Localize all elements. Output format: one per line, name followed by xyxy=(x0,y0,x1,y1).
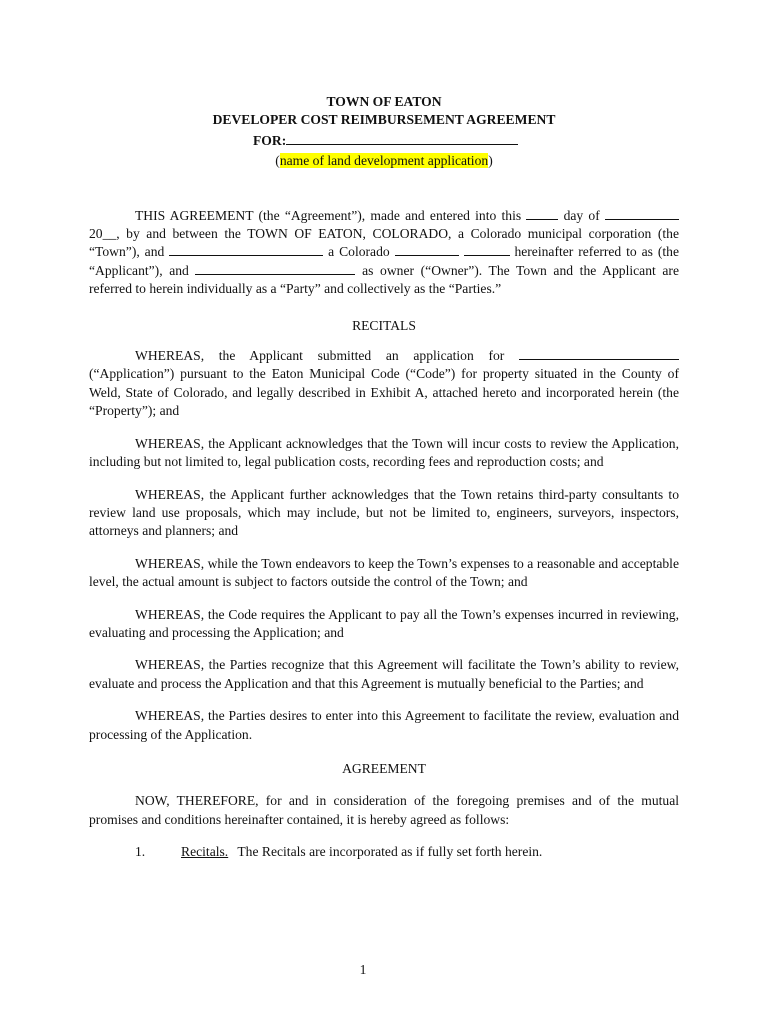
now-therefore-paragraph: NOW, THEREFORE, for and in consideration of the foregoing premises and of the mutual promises and conditions hereinafter contained, it is hereby agreed as follows: xyxy=(89,793,679,827)
application-name-placeholder: name of land development application xyxy=(279,153,489,169)
for-blank[interactable] xyxy=(286,130,518,145)
application-name-line: (name of land development application) xyxy=(275,153,493,169)
for-label: FOR: xyxy=(253,132,287,148)
owner-name-blank[interactable] xyxy=(195,262,355,275)
whereas-1: WHEREAS, the Applicant submitted an application for (“Application”) pursuant to the Eaton Municipal Code (“Code”) for property situated in the County of Weld, State of Colorado, and legally described in Exhibit A, attached hereto and incorporated herein (the “Property”); and xyxy=(89,348,679,419)
month-blank[interactable] xyxy=(605,207,679,220)
whereas-2: WHEREAS, the Applicant acknowledges that the Town will incur costs to review the Application, including but not limited to, legal publication costs, recording fees and reproduction costs; and xyxy=(89,435,679,470)
day-blank[interactable] xyxy=(526,207,558,220)
whereas-6: WHEREAS, the Parties recognize that this Agreement will facilitate the Town’s ability to review, evaluate and process the Application and that this Agreement is mutually beneficial to the Parties; and xyxy=(89,657,679,691)
for-line xyxy=(253,130,679,150)
page-number: 1 xyxy=(359,962,367,977)
entity-type-blank[interactable] xyxy=(395,243,459,256)
applicant-name-blank[interactable] xyxy=(169,243,323,256)
entity-type-blank-2[interactable] xyxy=(464,243,510,256)
document-body xyxy=(89,93,679,862)
title-agreement: DEVELOPER COST REIMBURSEMENT AGREEMENT xyxy=(212,112,556,128)
title-town: TOWN OF EATON xyxy=(326,94,442,109)
whereas-7: WHEREAS, the Parties desires to enter into this Agreement to facilitate the review, evaluation and processing of the Application. xyxy=(89,708,679,742)
agreement-heading: AGREEMENT xyxy=(342,760,426,776)
item-recitals xyxy=(89,843,679,861)
application-type-blank[interactable] xyxy=(519,347,679,360)
intro-paragraph: THIS AGREEMENT (the “Agreement”), made and entered into this day of 20__, by and between the TOWN OF EATON, COLORADO, a Colorado municipal corporation (the “Town”), and a Colorado hereinafter referred to as (the “Applicant”), and as owner (“Owner”). The Town and the Applicant are referred to herein individually as a “Party” and collectively as the “Parties.” xyxy=(89,207,679,297)
whereas-5: WHEREAS, the Code requires the Applicant to pay all the Town’s expenses incurred in reviewing, evaluating and processing the Application; and xyxy=(89,606,679,640)
whereas-4: WHEREAS, while the Town endeavors to keep the Town’s expenses to a reasonable and acceptable level, the actual amount is subject to factors outside the control of the Town; and xyxy=(89,555,679,590)
item-label: Recitals. xyxy=(181,844,229,860)
recitals-heading: RECITALS xyxy=(352,317,416,333)
whereas-3: WHEREAS, the Applicant further acknowledges that the Town retains third-party consultants to review land use proposals, which may include, but not be limited to, engineers, surveyors, inspectors, attorneys and planners; and xyxy=(89,486,679,539)
item-text: The Recitals are incorporated as if fully set forth herein. xyxy=(237,844,543,860)
item-number: 1. xyxy=(135,844,146,860)
